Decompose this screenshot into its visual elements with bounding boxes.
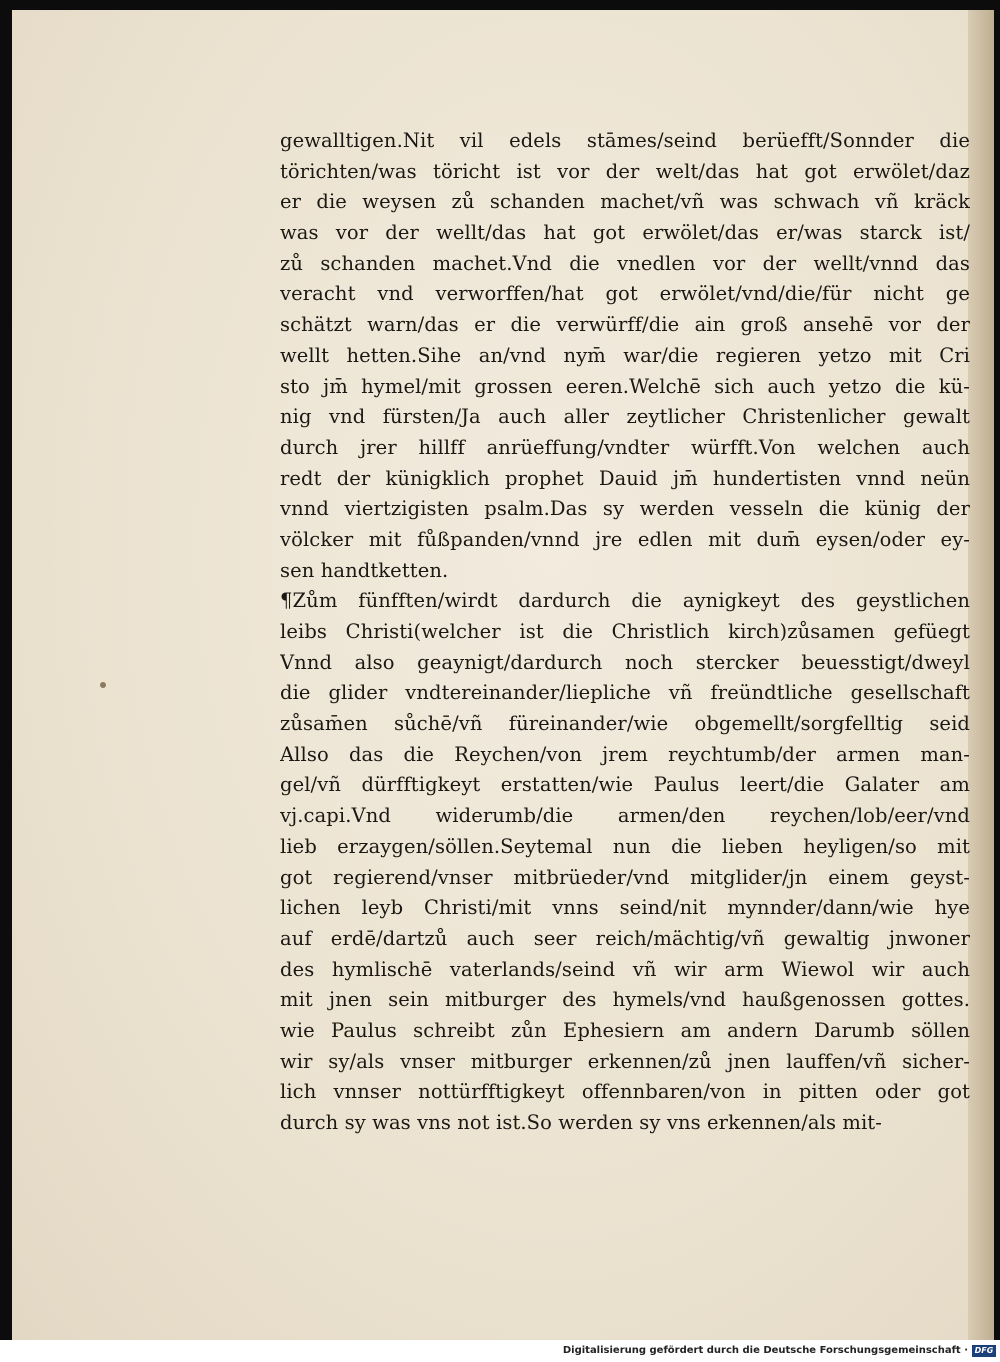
funding-credit: Digitalisierung gefördert durch die Deutsche Forschungsgemeinschaft · bbox=[562, 1345, 968, 1356]
text-line: veracht vnd verworffen/hat got erwölet/vnd/die/für nicht ge bbox=[280, 282, 970, 306]
text-line: redt der künigklich prophet Dauid jm̄ hundertisten vnnd neün bbox=[280, 466, 970, 490]
text-line: zůsam̄en sůchē/vñ füreinander/wie obgemellt/sorgfelltig seid bbox=[280, 712, 970, 736]
text-line: lieb erzaygen/söllen.Seytemal nun die lieben heyligen/so mit bbox=[280, 834, 970, 858]
text-line: lich vnnser nottürfftigkeyt offennbaren/von in pitten oder got bbox=[280, 1080, 970, 1104]
text-line: gel/vñ dürfftigkeyt erstatten/wie Paulus leert/die Galater am bbox=[280, 773, 970, 797]
text-line: leibs Christi(welcher ist die Christlich kirch)zůsamen gefüegt bbox=[280, 620, 970, 643]
text-line: völcker mit fůßpanden/vnnd jre edlen mit dum̄ eysen/oder ey- bbox=[280, 527, 970, 551]
text-line: des hymlischē vaterlands/seind vñ wir arm Wiewol wir auch bbox=[280, 957, 970, 981]
text-line: wellt hetten.Sihe an/vnd nym̄ war/die regieren yetzo mit Cri bbox=[280, 343, 970, 367]
text-line: zů schanden machet.Vnd die vnedlen vor der wellt/vnnd das bbox=[280, 251, 970, 275]
text-line: sto jm̄ hymel/mit grossen eeren.Welchē sich auch yetzo die kü- bbox=[280, 374, 970, 398]
dfg-logo-icon: DFG bbox=[972, 1345, 996, 1357]
text-line: durch jrer hillff anrüeffung/vndter würfft.Von welchen auch bbox=[280, 435, 970, 459]
text-line: mit jnen sein mitburger des hymels/vnd haußgenossen gottes. bbox=[280, 988, 970, 1012]
text-line: schätzt warn/das er die verwürff/die ain groß ansehē vor der bbox=[280, 313, 970, 337]
text-line: was vor der wellt/das hat got erwölet/das er/was starck ist/ bbox=[280, 221, 970, 245]
text-line: lichen leyb Christi/mit vnns seind/nit mynnder/dann/wie hye bbox=[280, 896, 970, 920]
page-gutter-shadow bbox=[968, 10, 994, 1340]
text-line: törichten/was töricht ist vor der welt/das hat got erwölet/daz bbox=[280, 159, 970, 183]
text-line: durch sy was vns not ist.So werden sy vns erkennen/als mit- bbox=[280, 1111, 882, 1134]
text-line: sen handtketten. bbox=[280, 558, 449, 582]
text-line: wir sy/als vnser mitburger erkennen/zů jnen lauffen/vñ sicher- bbox=[280, 1049, 970, 1073]
text-line: die glider vndtereinander/liepliche vñ freündtliche gesellschaft bbox=[280, 681, 970, 705]
text-line: vj.capi.Vnd widerumb/die armen/den reychen/lob/eer/vnd bbox=[280, 804, 970, 828]
text-line: gewalltigen.Nit vil edels stāmes/seind berüefft/Sonnder die bbox=[280, 129, 970, 152]
text-line: nig vnd fürsten/Ja auch aller zeytlicher Christenlicher gewalt bbox=[280, 405, 970, 429]
text-line: Vnnd also geaynigt/dardurch noch stercker beuesstigt/dweyl bbox=[280, 650, 970, 674]
text-line: wie Paulus schreibt zůn Ephesiern am andern Darumb söllen bbox=[280, 1018, 970, 1042]
paper-speck bbox=[100, 682, 106, 688]
footer-bar bbox=[0, 1340, 1000, 1362]
text-line: er die weysen zů schanden machet/vñ was schwach vñ kräck bbox=[280, 190, 970, 214]
text-line: vnnd viertzigisten psalm.Das sy werden vesseln die künig der bbox=[280, 497, 970, 521]
text-line: Allso das die Reychen/von jrem reychtumb/der armen man- bbox=[280, 742, 970, 766]
text-line: ¶Zům fünfften/wirdt dardurch die aynigkeyt des geystlichen bbox=[280, 589, 970, 613]
text-line: got regierend/vnser mitbrüeder/vnd mitglider/jn einem geyst- bbox=[280, 865, 970, 889]
text-line: auf erdē/dartzů auch seer reich/mächtig/vñ gewaltig jnwoner bbox=[280, 926, 970, 950]
page-text-block bbox=[280, 126, 970, 1139]
book-page bbox=[12, 10, 994, 1340]
